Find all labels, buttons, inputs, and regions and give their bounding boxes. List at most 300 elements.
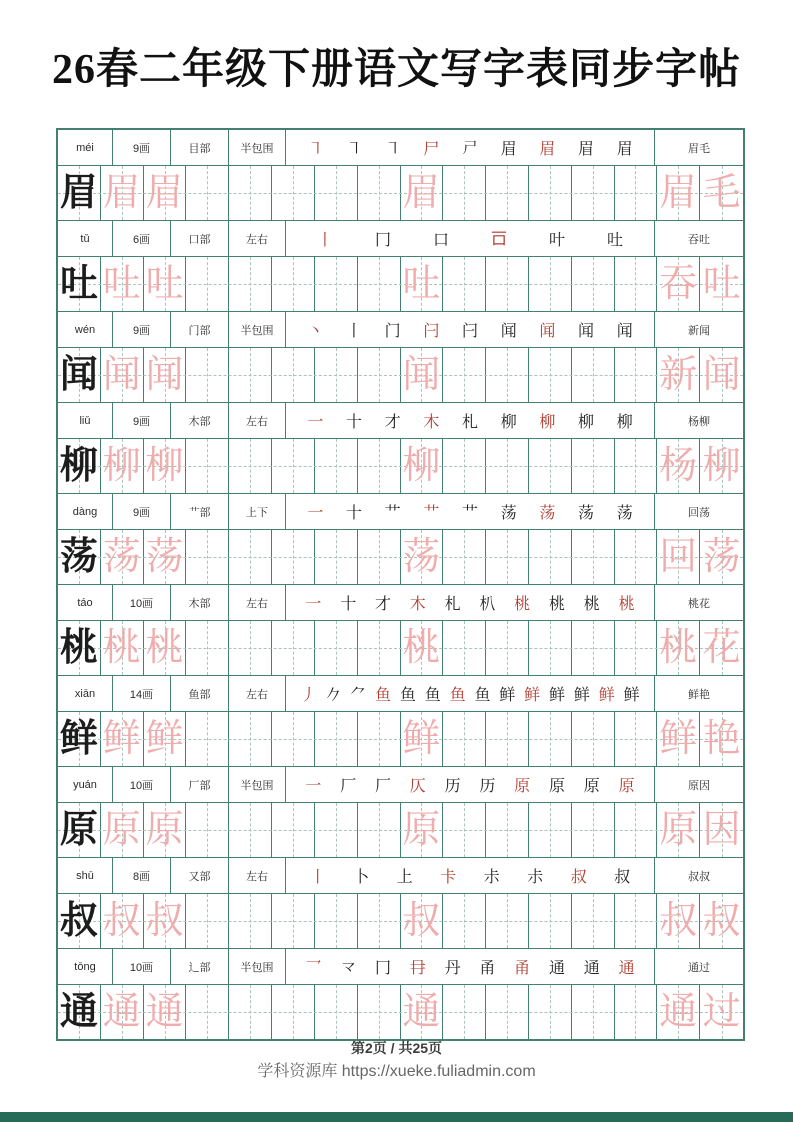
- pinyin-label: dàng: [58, 494, 113, 529]
- trace-character: 荡: [102, 536, 141, 578]
- stroke-step: 一: [307, 505, 324, 522]
- stroke-step: 桃: [618, 596, 635, 613]
- stroke-step: 甬: [479, 960, 496, 977]
- practice-cell: [529, 985, 572, 1039]
- trace-character: 闻: [402, 354, 441, 396]
- character-row: [58, 130, 743, 221]
- pinyin-label: shū: [58, 858, 113, 893]
- trace-character: 柳: [702, 445, 741, 487]
- character-row: [58, 676, 743, 767]
- copybook-table: [56, 128, 745, 1041]
- stroke-step: 𡰣: [462, 140, 479, 157]
- practice-cell: [486, 166, 529, 220]
- practice-grid-row: [58, 166, 743, 220]
- stroke-step: 柳: [578, 414, 595, 431]
- character-info-row: [58, 403, 743, 439]
- radical-label: 口部: [171, 221, 229, 256]
- radical-label: 厂部: [171, 767, 229, 802]
- stroke-step: 丶: [307, 323, 324, 340]
- stroke-count-label: 9画: [113, 312, 171, 347]
- trace-character: 叔: [102, 900, 141, 942]
- model-character: 原: [59, 809, 98, 851]
- pinyin-label: méi: [58, 130, 113, 165]
- practice-cell: [486, 257, 529, 311]
- radical-label: 木部: [171, 585, 229, 620]
- stroke-step: 原: [514, 778, 531, 795]
- practice-cell: [443, 257, 486, 311]
- stroke-order-sequence: [286, 403, 655, 438]
- stroke-step: 鱼: [449, 687, 466, 704]
- radical-label: 鱼部: [171, 676, 229, 711]
- practice-cell: [529, 894, 572, 948]
- practice-cell: [58, 257, 101, 311]
- trace-character: 眉: [145, 172, 184, 214]
- practice-cell: [529, 803, 572, 857]
- practice-cell: [186, 257, 229, 311]
- stroke-count-label: 9画: [113, 494, 171, 529]
- practice-cell: [572, 348, 615, 402]
- stroke-step: 叶: [548, 232, 565, 249]
- model-character: 柳: [59, 445, 98, 487]
- radical-label: 又部: [171, 858, 229, 893]
- stroke-step: 柳: [539, 414, 556, 431]
- character-info-row: [58, 949, 743, 985]
- stroke-step: 通: [583, 960, 600, 977]
- stroke-step: 通: [618, 960, 635, 977]
- practice-cell: [401, 985, 444, 1039]
- practice-cell: [443, 894, 486, 948]
- practice-cell: [272, 439, 315, 493]
- stroke-step: 荡: [616, 505, 633, 522]
- practice-cell: [700, 985, 743, 1039]
- practice-cell: [572, 712, 615, 766]
- stroke-step: 厂: [340, 778, 357, 795]
- practice-grid-row: [58, 712, 743, 766]
- practice-cell: [272, 985, 315, 1039]
- practice-cell: [615, 985, 658, 1039]
- character-row: [58, 221, 743, 312]
- practice-cell: [401, 530, 444, 584]
- practice-cell: [572, 621, 615, 675]
- practice-cell: [615, 257, 658, 311]
- practice-cell: [186, 894, 229, 948]
- practice-grid-row: [58, 439, 743, 493]
- practice-cell: [443, 985, 486, 1039]
- stroke-step: 卡: [440, 869, 457, 886]
- radical-label: 门部: [171, 312, 229, 347]
- radical-label: 目部: [171, 130, 229, 165]
- trace-character: 柳: [102, 445, 141, 487]
- trace-character: 鲜: [659, 718, 698, 760]
- practice-cell: [144, 348, 187, 402]
- model-character: 桃: [59, 627, 98, 669]
- word-label: 桃花: [688, 597, 710, 610]
- practice-grid-row: [58, 803, 743, 857]
- word-label: 新闻: [688, 324, 710, 337]
- practice-cell: [229, 166, 272, 220]
- stroke-step: 一: [305, 596, 322, 613]
- structure-label: 半包围: [229, 949, 286, 984]
- stroke-count-label: 8画: [113, 858, 171, 893]
- practice-cell: [529, 621, 572, 675]
- practice-cell: [272, 257, 315, 311]
- practice-cell: [615, 166, 658, 220]
- practice-grid-row: [58, 894, 743, 948]
- practice-cell: [186, 803, 229, 857]
- character-row: [58, 949, 743, 1039]
- word-label: 通过: [688, 961, 710, 974]
- pinyin-label: yuán: [58, 767, 113, 802]
- stroke-step: ㇕: [384, 141, 401, 158]
- stroke-step: 札: [444, 596, 461, 613]
- practice-cell: [315, 803, 358, 857]
- practice-cell: [443, 712, 486, 766]
- trace-character: 叔: [402, 900, 441, 942]
- practice-cell: [229, 439, 272, 493]
- practice-cell: [657, 712, 700, 766]
- stroke-step: 艹: [384, 505, 401, 522]
- structure-label: 半包围: [229, 130, 286, 165]
- stroke-step: 冂: [374, 960, 391, 977]
- stroke-step: 冄: [409, 960, 426, 977]
- practice-cell: [657, 348, 700, 402]
- practice-cell: [144, 621, 187, 675]
- stroke-step: 鱼: [375, 687, 392, 704]
- practice-cell: [144, 894, 187, 948]
- practice-cell: [144, 803, 187, 857]
- practice-cell: [58, 985, 101, 1039]
- practice-cell: [101, 348, 144, 402]
- stroke-step: 一: [305, 778, 322, 795]
- trace-character: 闻: [102, 354, 141, 396]
- structure-label: 左右: [229, 221, 286, 256]
- practice-cell: [229, 894, 272, 948]
- stroke-step: 桃: [548, 596, 565, 613]
- practice-cell: [401, 348, 444, 402]
- stroke-step: 叔: [570, 869, 587, 886]
- practice-cell: [700, 439, 743, 493]
- practice-cell: [443, 166, 486, 220]
- stroke-step: 鲜: [499, 687, 516, 704]
- trace-character: 眉: [402, 172, 441, 214]
- stroke-step: 仄: [409, 778, 426, 795]
- practice-cell: [657, 166, 700, 220]
- trace-character: 通: [659, 991, 698, 1033]
- practice-cell: [657, 621, 700, 675]
- stroke-step: 闻: [578, 323, 595, 340]
- stroke-step: 叔: [614, 869, 631, 886]
- practice-cell: [58, 439, 101, 493]
- practice-cell: [272, 348, 315, 402]
- stroke-step: 闩: [423, 323, 440, 340]
- stroke-step: 木: [423, 414, 440, 431]
- stroke-step: 闩: [462, 323, 479, 340]
- stroke-count-label: 10画: [113, 767, 171, 802]
- practice-cell: [486, 803, 529, 857]
- model-character: 叔: [59, 900, 98, 942]
- trace-character: 荡: [702, 536, 741, 578]
- practice-cell: [229, 803, 272, 857]
- stroke-step: 鲜: [549, 687, 566, 704]
- stroke-step: 门: [384, 323, 401, 340]
- practice-cell: [443, 621, 486, 675]
- practice-cell: [101, 803, 144, 857]
- stroke-step: 眉: [616, 141, 633, 158]
- practice-cell: [229, 621, 272, 675]
- structure-label: 左右: [229, 403, 286, 438]
- trace-character: 叔: [659, 900, 698, 942]
- trace-character: 吞: [659, 263, 698, 305]
- stroke-count-label: 9画: [113, 403, 171, 438]
- practice-cell: [101, 530, 144, 584]
- trace-character: 花: [702, 627, 741, 669]
- practice-cell: [144, 985, 187, 1039]
- practice-cell: [229, 985, 272, 1039]
- stroke-step: 鲜: [598, 687, 615, 704]
- practice-cell: [700, 166, 743, 220]
- stroke-step: 吐: [606, 232, 623, 249]
- bottom-green-bar: [0, 1112, 793, 1122]
- practice-cell: [101, 166, 144, 220]
- practice-cell: [315, 621, 358, 675]
- practice-cell: [229, 348, 272, 402]
- trace-character: 眉: [659, 172, 698, 214]
- trace-character: 吐: [402, 263, 441, 305]
- trace-character: 新: [659, 354, 698, 396]
- stroke-step: 札: [462, 414, 479, 431]
- stroke-step: 丨: [309, 869, 326, 886]
- trace-character: 鲜: [402, 718, 441, 760]
- practice-cell: [58, 530, 101, 584]
- stroke-step: 丨: [316, 232, 333, 249]
- stroke-order-sequence: [286, 221, 655, 256]
- practice-cell: [186, 712, 229, 766]
- trace-character: 通: [402, 991, 441, 1033]
- practice-cell: [58, 166, 101, 220]
- trace-character: 艳: [702, 718, 741, 760]
- word-label: 杨柳: [688, 415, 710, 428]
- trace-character: 吐: [102, 263, 141, 305]
- practice-cell: [101, 257, 144, 311]
- practice-cell: [615, 530, 658, 584]
- practice-cell: [315, 348, 358, 402]
- stroke-step: 厂: [374, 778, 391, 795]
- stroke-step: 十: [340, 596, 357, 613]
- trace-character: 柳: [402, 445, 441, 487]
- stroke-step: 眉: [539, 141, 556, 158]
- trace-character: 闻: [702, 354, 741, 396]
- practice-cell: [572, 803, 615, 857]
- stroke-step: 上: [396, 869, 413, 886]
- practice-cell: [358, 712, 401, 766]
- model-character: 通: [59, 991, 98, 1033]
- practice-cell: [186, 985, 229, 1039]
- word-label: 原因: [688, 779, 710, 792]
- practice-cell: [486, 985, 529, 1039]
- practice-cell: [529, 712, 572, 766]
- trace-character: 鲜: [145, 718, 184, 760]
- practice-cell: [486, 621, 529, 675]
- trace-character: 毛: [702, 172, 741, 214]
- stroke-count-label: 10画: [113, 949, 171, 984]
- practice-cell: [186, 530, 229, 584]
- practice-grid-row: [58, 621, 743, 675]
- practice-cell: [443, 439, 486, 493]
- stroke-step: 鲜: [623, 687, 640, 704]
- radical-label: 艹部: [171, 494, 229, 529]
- trace-character: 荡: [402, 536, 441, 578]
- practice-cell: [401, 621, 444, 675]
- stroke-step: 历: [479, 778, 496, 795]
- trace-character: 通: [145, 991, 184, 1033]
- stroke-step: 原: [618, 778, 635, 795]
- trace-character: 过: [702, 991, 741, 1033]
- stroke-step: 荡: [578, 505, 595, 522]
- model-character: 闻: [59, 354, 98, 396]
- practice-cell: [229, 530, 272, 584]
- stroke-step: 丨: [346, 323, 363, 340]
- pinyin-label: tǔ: [58, 221, 113, 256]
- stroke-step: 一: [307, 414, 324, 431]
- practice-cell: [700, 621, 743, 675]
- character-row: [58, 403, 743, 494]
- stroke-step: 甬: [514, 960, 531, 977]
- stroke-step: 丹: [444, 960, 461, 977]
- practice-cell: [615, 803, 658, 857]
- practice-cell: [615, 439, 658, 493]
- practice-cell: [486, 348, 529, 402]
- trace-character: 吐: [702, 263, 741, 305]
- character-info-row: [58, 494, 743, 530]
- practice-cell: [443, 530, 486, 584]
- practice-cell: [486, 530, 529, 584]
- stroke-step: 闻: [500, 323, 517, 340]
- practice-cell: [529, 348, 572, 402]
- practice-cell: [101, 712, 144, 766]
- character-row: [58, 312, 743, 403]
- practice-cell: [529, 439, 572, 493]
- trace-character: 叔: [702, 900, 741, 942]
- practice-cell: [700, 894, 743, 948]
- practice-cell: [486, 712, 529, 766]
- pinyin-label: liǔ: [58, 403, 113, 438]
- stroke-step: ㇕: [346, 141, 363, 158]
- page-title: 26春二年级下册语文写字表同步字帖: [51, 47, 741, 93]
- stroke-order-sequence: [286, 949, 655, 984]
- practice-cell: [401, 894, 444, 948]
- practice-cell: [101, 985, 144, 1039]
- stroke-step: 眉: [578, 141, 595, 158]
- practice-cell: [401, 439, 444, 493]
- trace-character: 杨: [659, 445, 698, 487]
- trace-character: 荡: [145, 536, 184, 578]
- character-row: [58, 585, 743, 676]
- word-label: 叔叔: [688, 870, 710, 883]
- practice-cell: [144, 712, 187, 766]
- practice-cell: [358, 621, 401, 675]
- character-row: [58, 494, 743, 585]
- stroke-order-sequence: [286, 767, 655, 802]
- model-character: 吐: [59, 263, 98, 305]
- model-character: 鲜: [59, 718, 98, 760]
- practice-cell: [186, 439, 229, 493]
- practice-cell: [529, 166, 572, 220]
- stroke-step: 闻: [616, 323, 633, 340]
- practice-cell: [272, 530, 315, 584]
- stroke-step: 卜: [353, 869, 370, 886]
- character-info-row: [58, 676, 743, 712]
- practice-cell: [657, 985, 700, 1039]
- stroke-step: 朳: [479, 596, 496, 613]
- practice-cell: [700, 712, 743, 766]
- practice-cell: [58, 712, 101, 766]
- practice-cell: [657, 803, 700, 857]
- practice-cell: [186, 348, 229, 402]
- character-row: [58, 767, 743, 858]
- stroke-step: 丿: [300, 687, 317, 704]
- practice-cell: [144, 530, 187, 584]
- stroke-step: 鱼: [424, 687, 441, 704]
- practice-cell: [272, 803, 315, 857]
- practice-cell: [315, 257, 358, 311]
- stroke-step: 冂: [374, 232, 391, 249]
- structure-label: 左右: [229, 676, 286, 711]
- trace-character: 桃: [145, 627, 184, 669]
- stroke-step: 尗: [527, 869, 544, 886]
- stroke-order-sequence: [286, 585, 655, 620]
- character-info-row: [58, 221, 743, 257]
- stroke-step: 才: [384, 414, 401, 431]
- stroke-step: 闻: [539, 323, 556, 340]
- practice-cell: [657, 894, 700, 948]
- stroke-step: 艹: [462, 505, 479, 522]
- stroke-step: 乛: [305, 960, 322, 977]
- practice-cell: [401, 803, 444, 857]
- practice-cell: [700, 348, 743, 402]
- practice-grid-row: [58, 985, 743, 1039]
- stroke-order-sequence: [286, 130, 655, 165]
- practice-cell: [401, 257, 444, 311]
- character-info-row: [58, 130, 743, 166]
- practice-cell: [315, 439, 358, 493]
- practice-cell: [58, 894, 101, 948]
- practice-cell: [315, 985, 358, 1039]
- word-label: 吞吐: [688, 233, 710, 246]
- stroke-count-label: 9画: [113, 130, 171, 165]
- stroke-step: 鱼: [399, 687, 416, 704]
- practice-cell: [144, 439, 187, 493]
- trace-character: 吐: [145, 263, 184, 305]
- practice-cell: [58, 621, 101, 675]
- practice-cell: [229, 712, 272, 766]
- radical-label: 辶部: [171, 949, 229, 984]
- trace-character: 桃: [659, 627, 698, 669]
- stroke-step: 艹: [423, 505, 440, 522]
- character-info-row: [58, 858, 743, 894]
- stroke-step: 尗: [483, 869, 500, 886]
- structure-label: 上下: [229, 494, 286, 529]
- practice-cell: [700, 257, 743, 311]
- practice-cell: [657, 439, 700, 493]
- stroke-count-label: 10画: [113, 585, 171, 620]
- practice-cell: [700, 530, 743, 584]
- stroke-step: ⺈: [350, 687, 367, 704]
- practice-cell: [401, 712, 444, 766]
- stroke-step: 木: [409, 596, 426, 613]
- site-url: 学科资源库 https://xueke.fuliadmin.com: [257, 1063, 536, 1080]
- practice-cell: [315, 894, 358, 948]
- practice-cell: [229, 257, 272, 311]
